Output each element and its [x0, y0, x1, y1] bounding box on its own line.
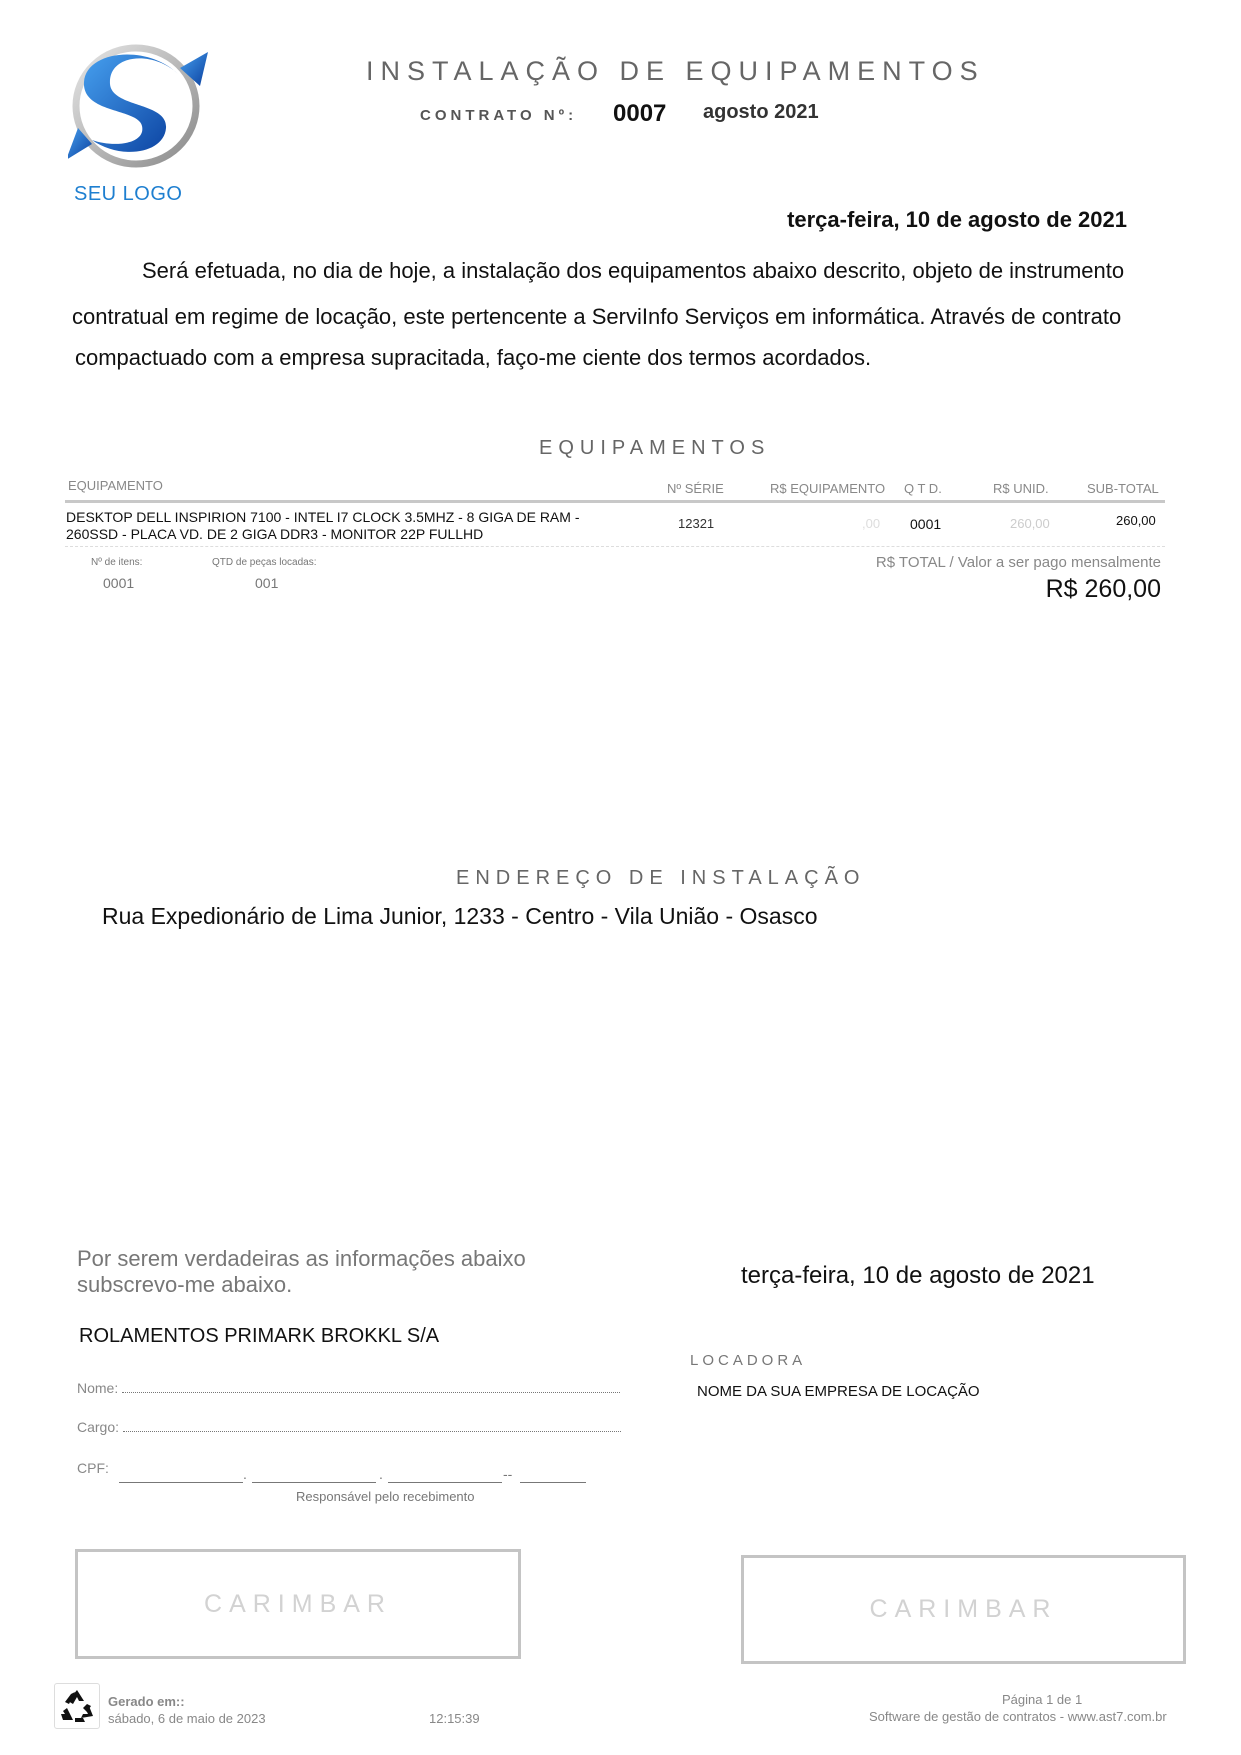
intro-line: compactuado com a empresa supracitada, faço-me ciente dos termos acordados. [75, 345, 872, 370]
col-header-equipment-value: R$ EQUIPAMENTO [770, 481, 886, 496]
cpf-label: CPF: [77, 1460, 109, 1476]
software-credit: Software de gestão de contratos - www.ast7.com.br [869, 1709, 1167, 1724]
header-date: terça-feira, 10 de agosto de 2021 [787, 207, 1127, 232]
installation-address: Rua Expedionário de Lima Junior, 1233 - Centro - Vila União - Osasco [102, 903, 818, 929]
declaration-text [77, 1246, 597, 1298]
cpf-line[interactable] [388, 1482, 502, 1483]
stamp-label: CARIMBAR [869, 1595, 1058, 1623]
address-section-title: ENDEREÇO DE INSTALAÇÃO [456, 867, 866, 889]
name-line [122, 1382, 620, 1393]
pieces-count-label: QTD de peças locadas: [212, 557, 317, 568]
pieces-count-value: 001 [255, 575, 279, 591]
row-subtotal: 260,00 [1116, 513, 1156, 528]
row-qty: 0001 [910, 516, 942, 532]
col-header-unit: R$ UNID. [993, 481, 1049, 496]
role-line [123, 1421, 621, 1432]
lessor-name: NOME DA SUA EMPRESA DE LOCAÇÃO [697, 1383, 980, 1400]
col-header-qty: Q T D. [904, 481, 942, 496]
col-header-equipment: EQUIPAMENTO [68, 478, 163, 493]
row-serial: 12321 [678, 516, 715, 531]
page-number: Página 1 de 1 [1002, 1692, 1083, 1707]
lessor-label: LOCADORA [690, 1352, 807, 1369]
contract-label: CONTRATO Nº: [420, 107, 578, 124]
generated-time: 12:15:39 [429, 1711, 480, 1726]
col-header-serial: Nº SÉRIE [667, 481, 724, 496]
items-count-value: 0001 [103, 575, 135, 591]
table-header-rule [65, 500, 1165, 503]
table-row-rule [65, 546, 1165, 547]
description-line: 260SSD - PLACA VD. DE 2 GIGA DDR3 - MONITOR 22P FULLHD [66, 526, 484, 542]
equipment-section-title: EQUIPAMENTOS [539, 437, 771, 459]
contract-number: 0007 [613, 100, 667, 127]
cpf-line[interactable] [252, 1482, 376, 1483]
row-unit-price: 260,00 [1010, 516, 1050, 531]
items-count-label: Nº de itens: [91, 557, 143, 568]
total-value: R$ 260,00 [1045, 575, 1161, 603]
declaration-line: subscrevo-me abaixo. [77, 1272, 293, 1297]
document-title: INSTALAÇÃO DE EQUIPAMENTOS [366, 56, 985, 86]
cpf-separator: -- [503, 1466, 513, 1482]
cpf-line[interactable] [520, 1482, 586, 1483]
row-equipment-value: ,00 [862, 516, 881, 531]
lessor-stamp-box [741, 1555, 1186, 1664]
s-arrows-logo-icon [68, 44, 218, 174]
client-stamp-box [75, 1549, 521, 1659]
role-field[interactable] [77, 1419, 621, 1435]
cpf-separator: . [379, 1466, 383, 1482]
generated-label: Gerado em:: [108, 1694, 185, 1709]
name-field[interactable] [77, 1380, 620, 1396]
intro-line: Será efetuada, no dia de hoje, a instalação dos equipamentos abaixo descrito, objeto de instrumento [142, 258, 1125, 283]
cpf-separator: . [243, 1466, 247, 1482]
role-label: Cargo: [77, 1419, 120, 1435]
description-line: DESKTOP DELL INSPIRION 7100 - INTEL I7 CLOCK 3.5MHZ - 8 GIGA DE RAM - [66, 509, 580, 525]
table-row-description [66, 509, 626, 543]
stamp-label: CARIMBAR [204, 1589, 392, 1618]
client-company: ROLAMENTOS PRIMARK BROKKL S/A [79, 1325, 440, 1347]
declaration-line: Por serem verdadeiras as informações abaixo [77, 1246, 526, 1271]
intro-line: contratual em regime de locação, este pertencente a ServiInfo Serviços em informática. Através de contrato [72, 304, 1122, 329]
total-label: R$ TOTAL / Valor a ser pago mensalmente [875, 554, 1161, 571]
recycle-icon [54, 1683, 100, 1729]
responsible-label: Responsável pelo recebimento [296, 1489, 475, 1504]
contract-month: agosto 2021 [703, 101, 819, 123]
cpf-line[interactable] [119, 1482, 243, 1483]
generated-date: sábado, 6 de maio de 2023 [108, 1711, 266, 1726]
col-header-subtotal: SUB-TOTAL [1087, 481, 1159, 496]
logo-text: SEU LOGO [74, 183, 183, 205]
signature-date: terça-feira, 10 de agosto de 2021 [741, 1262, 1095, 1289]
name-label: Nome: [77, 1380, 119, 1396]
